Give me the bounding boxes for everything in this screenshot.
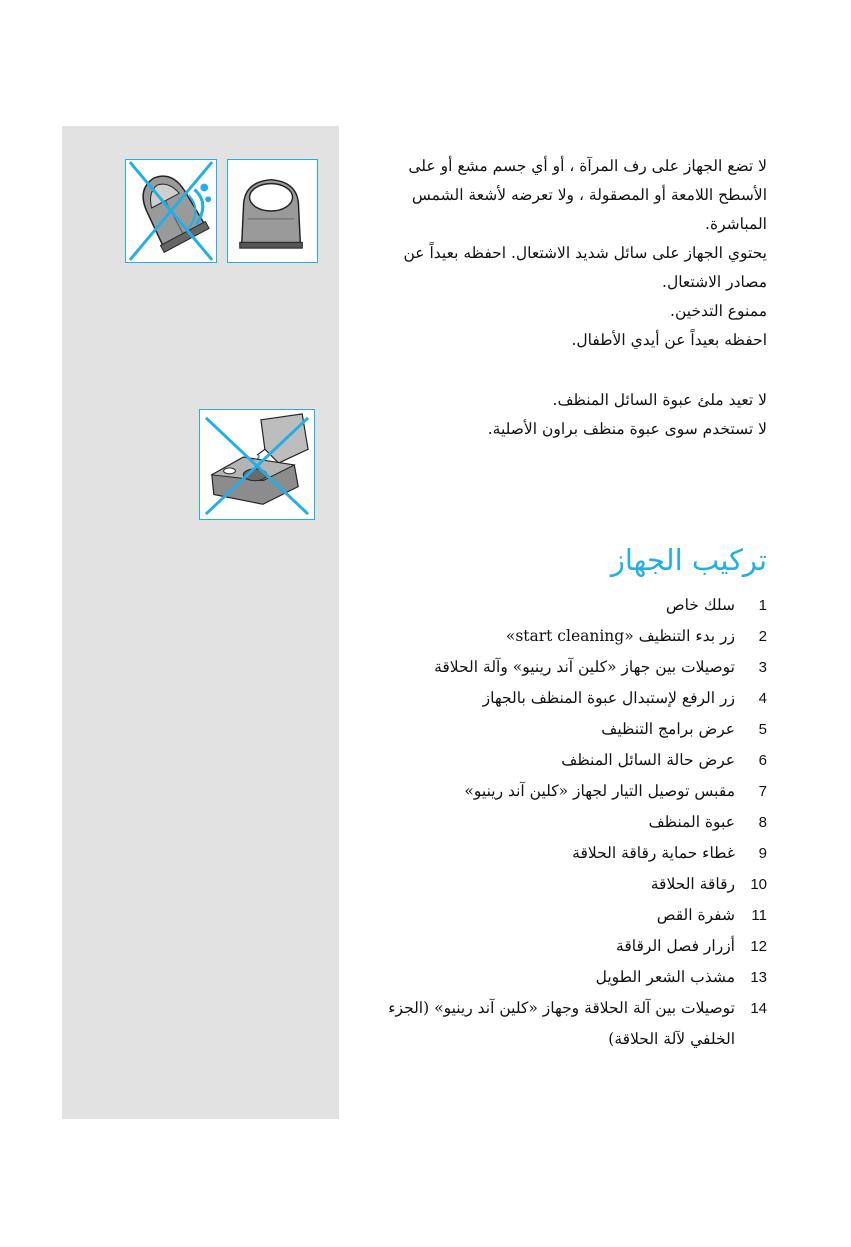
safety-warnings [372, 152, 767, 444]
list-item: 4 زر الرفع لإستبدال عبوة المنظف بالجهاز [482, 689, 767, 707]
list-item: 7 مقبس توصيل التيار لجهاز «كلين آند رينيو» [464, 782, 767, 800]
list-item: 12 أزرار فصل الرقاقة [616, 937, 767, 955]
warning-no-refill: لا تعيد ملئ عبوة السائل المنظف. [552, 391, 767, 409]
list-item: 6 عرض حالة السائل المنظف [561, 751, 767, 769]
list-item: 8 عبوة المنظف [648, 813, 767, 831]
warning-flammable: يحتوي الجهاز على سائل شديد الاشتعال. احفظه بعيداً عن مصادر الاشتعال. [403, 244, 767, 291]
list-item: 5 عرض برامج التنظيف [601, 720, 767, 738]
section-title: تركيب الجهاز [610, 543, 767, 577]
list-item: 9 غطاء حماية رقاقة الحلاقة [572, 844, 767, 862]
sidebar-panel [62, 126, 339, 1119]
warning-original-cartridge: لا تستخدم سوى عبوة منظف براون الأصلية. [487, 420, 767, 438]
list-item: 14 توصيلات بين آلة الحلاقة وجهاز «كلين آند رينيو» (الجزء الخلفي لآلة الحلاقة) [388, 999, 767, 1048]
list-item: 3 توصيلات بين جهاز «كلين آند رينيو» وآلة الحلاقة [434, 658, 767, 676]
warning-children: احفظه بعيداً عن أيدي الأطفال. [571, 331, 767, 349]
device-in-sunlight-crossed-icon [125, 159, 217, 263]
parts-list [380, 590, 767, 1055]
list-item: 2 زر بدء التنظيف «start cleaning» [505, 627, 767, 645]
cleaning-device-icon [227, 159, 318, 263]
list-item: 10 رقاقة الحلاقة [650, 875, 767, 893]
list-item: 11 شفرة القص [656, 906, 767, 924]
warning-no-smoking: ممنوع التدخين. [670, 302, 767, 320]
refill-cartridge-crossed-icon [199, 409, 315, 520]
list-item: 13 مشذب الشعر الطويل [595, 968, 767, 986]
list-item: 1 سلك خاص [665, 596, 767, 614]
warning-mirror-shelf: لا تضع الجهاز على رف المرآة ، أو أي جسم مشع أو على الأسطح اللامعة أو المصقولة ، ولا تعرضه لأشعة الشمس المباشرة. [408, 157, 767, 233]
